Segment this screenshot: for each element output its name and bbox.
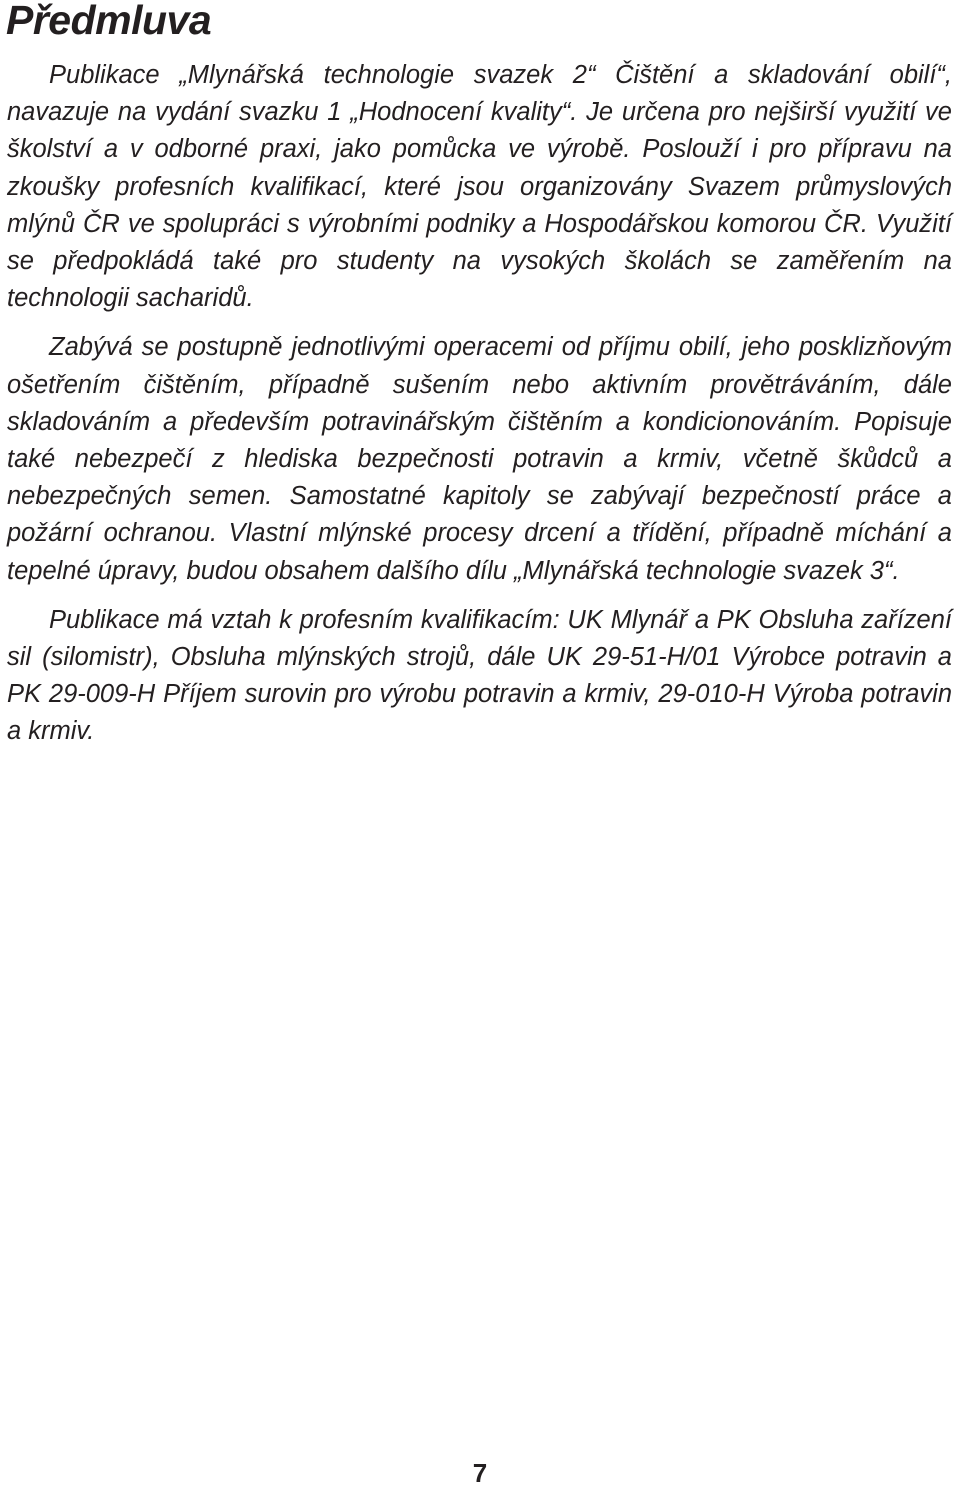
body-text	[7, 57, 952, 763]
paragraph-content: Zabývá se postupně jednotlivými operacemi od příjmu obilí, jeho posklizňovým ošetřením čištěním, případně sušením nebo aktivním provětráváním, dále skladováním a především potravinářským čištěním a kondicionováním. Popisuje také nebezpečí z hlediska bezpečnosti potravin a krmiv, včetně škůdců a nebezpečných semen. Samostatné kapitoly se zabývají bezpečností práce a požární ochranou. Vlastní mlýnské procesy drcení a třídění, případně míchání a tepelné úpravy, budou obsahem dalšího dílu „Mlynářská technologie svazek 3“.	[7, 333, 952, 585]
page-number: 7	[472, 1458, 488, 1488]
page-title: Předmluva	[6, 0, 212, 43]
paragraph-qualifications: Publikace má vztah k profesním kvalifikacím: UK Mlynář a PK Obsluha zařízení sil (silomistr), Obsluha mlýnských strojů, dále UK 29-51-H/01 Výrobce potravin a PK 29-009-H Příjem surovin pro výrobu potravin a krmiv, 29-010-H Výroba potravin a krmiv.	[7, 605, 952, 746]
paragraph-intro: Publikace „Mlynářská technologie svazek 2“ Čištění a skladování obilí“, navazuje na vydání svazku 1 „Hodnocení kvality“. Je určena pro nejširší využití ve školství a v odborné praxi, jako pomůcka ve výrobě. Poslouží i pro přípravu na zkoušky profesních kvalifikací, které jsou organizovány Svazem průmyslových mlýnů ČR ve spolupráci s výrobními podniky a Hospodářskou komorou ČR. Využití se předpokládá také pro studenty na vysokých školách se zaměřením na technologii sacharidů.	[7, 61, 952, 313]
